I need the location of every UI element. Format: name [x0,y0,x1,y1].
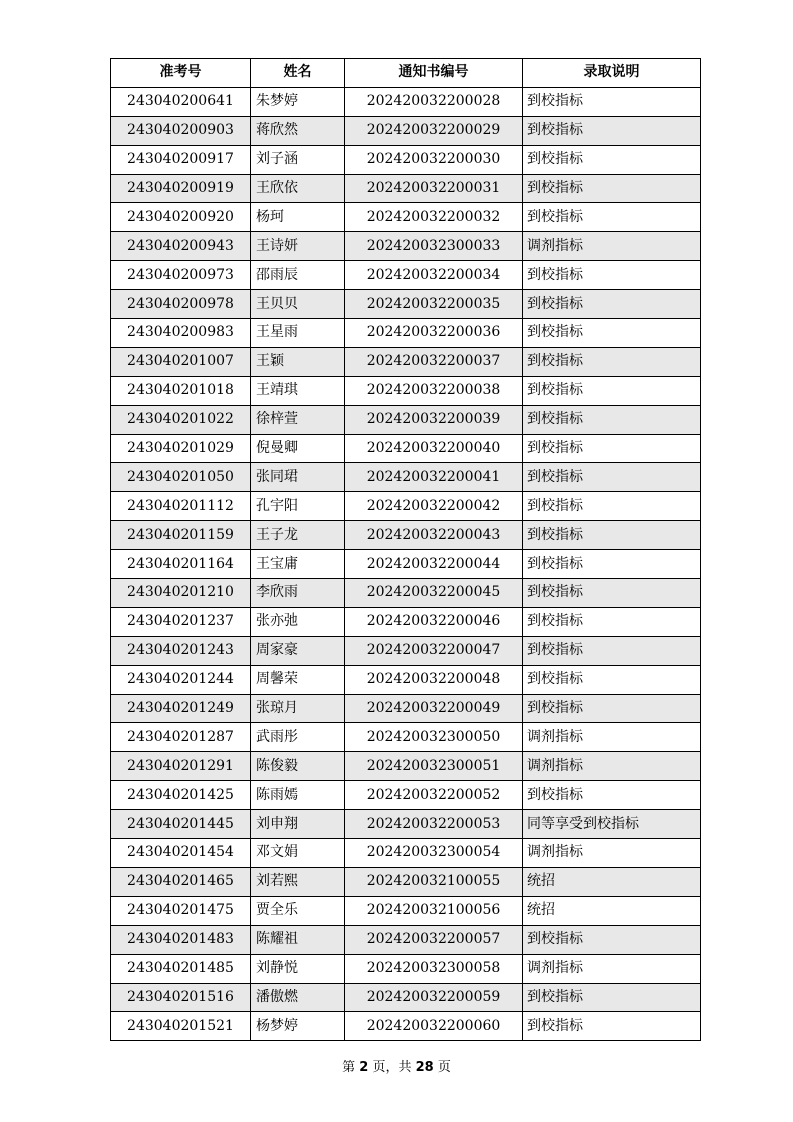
cell-notice-number: 202420032200028 [345,87,523,116]
cell-exam-number: 243040201018 [111,376,251,405]
cell-exam-number: 243040201454 [111,839,251,868]
cell-name: 刘若熙 [251,867,345,896]
table-row [111,896,701,925]
cell-exam-number: 243040200917 [111,145,251,174]
cell-exam-number: 243040201521 [111,1012,251,1041]
cell-admission-note: 到校指标 [523,145,701,174]
cell-admission-note: 到校指标 [523,87,701,116]
cell-name: 王欣依 [251,174,345,203]
cell-notice-number: 202420032200030 [345,145,523,174]
table-row [111,261,701,290]
cell-notice-number: 202420032200035 [345,290,523,319]
cell-exam-number: 243040201483 [111,925,251,954]
cell-notice-number: 202420032200052 [345,781,523,810]
cell-name: 张琼月 [251,694,345,723]
table-row [111,839,701,868]
cell-notice-number: 202420032200039 [345,405,523,434]
cell-admission-note: 统招 [523,867,701,896]
cell-admission-note: 到校指标 [523,665,701,694]
cell-notice-number: 202420032200032 [345,203,523,232]
cell-notice-number: 202420032200037 [345,347,523,376]
table-row [111,174,701,203]
cell-admission-note: 调剂指标 [523,752,701,781]
table-row [111,954,701,983]
cell-exam-number: 243040201237 [111,607,251,636]
table-row [111,607,701,636]
table-row [111,694,701,723]
table-row [111,463,701,492]
cell-admission-note: 调剂指标 [523,954,701,983]
table-row [111,579,701,608]
footer-suffix: 页 [437,1060,451,1075]
cell-exam-number: 243040201516 [111,983,251,1012]
cell-exam-number: 243040201425 [111,781,251,810]
cell-exam-number: 243040200919 [111,174,251,203]
cell-exam-number: 243040200983 [111,319,251,348]
table-row [111,867,701,896]
cell-exam-number: 243040200978 [111,290,251,319]
page-footer [0,1056,793,1075]
cell-notice-number: 202420032200041 [345,463,523,492]
cell-notice-number: 202420032200042 [345,492,523,521]
cell-name: 王子龙 [251,521,345,550]
cell-admission-note: 到校指标 [523,463,701,492]
table-row [111,810,701,839]
cell-admission-note: 到校指标 [523,261,701,290]
cell-name: 李欣雨 [251,579,345,608]
cell-admission-note: 到校指标 [523,925,701,954]
cell-exam-number: 243040201007 [111,347,251,376]
cell-name: 王贝贝 [251,290,345,319]
table-row [111,203,701,232]
table-row [111,550,701,579]
cell-name: 王颖 [251,347,345,376]
table-header-row [111,59,701,88]
cell-admission-note: 到校指标 [523,405,701,434]
table-row [111,636,701,665]
cell-exam-number: 243040201445 [111,810,251,839]
cell-admission-note: 到校指标 [523,347,701,376]
cell-notice-number: 202420032300050 [345,723,523,752]
table-row [111,752,701,781]
table-row [111,723,701,752]
cell-exam-number: 243040201159 [111,521,251,550]
table-row [111,319,701,348]
table-row [111,116,701,145]
cell-name: 邵雨辰 [251,261,345,290]
cell-name: 王靖琪 [251,376,345,405]
cell-notice-number: 202420032200036 [345,319,523,348]
cell-admission-note: 到校指标 [523,174,701,203]
cell-name: 蒋欣然 [251,116,345,145]
cell-notice-number: 202420032300051 [345,752,523,781]
cell-admission-note: 统招 [523,896,701,925]
cell-notice-number: 202420032100055 [345,867,523,896]
cell-admission-note: 到校指标 [523,781,701,810]
table-row [111,492,701,521]
cell-name: 王星雨 [251,319,345,348]
cell-exam-number: 243040201485 [111,954,251,983]
cell-admission-note: 同等享受到校指标 [523,810,701,839]
cell-notice-number: 202420032200044 [345,550,523,579]
cell-notice-number: 202420032300058 [345,954,523,983]
cell-notice-number: 202420032200057 [345,925,523,954]
cell-name: 周馨荣 [251,665,345,694]
cell-admission-note: 调剂指标 [523,723,701,752]
table-row [111,376,701,405]
cell-admission-note: 到校指标 [523,694,701,723]
cell-admission-note: 调剂指标 [523,839,701,868]
cell-exam-number: 243040201475 [111,896,251,925]
cell-admission-note: 到校指标 [523,492,701,521]
cell-notice-number: 202420032200038 [345,376,523,405]
cell-notice-number: 202420032200053 [345,810,523,839]
cell-notice-number: 202420032100056 [345,896,523,925]
cell-notice-number: 202420032200031 [345,174,523,203]
header-name: 姓名 [251,59,345,88]
cell-notice-number: 202420032200029 [345,116,523,145]
cell-exam-number: 243040201249 [111,694,251,723]
cell-notice-number: 202420032200043 [345,521,523,550]
cell-name: 陈俊毅 [251,752,345,781]
footer-mid: 页，共 [372,1060,412,1075]
table-row [111,87,701,116]
cell-exam-number: 243040201112 [111,492,251,521]
cell-exam-number: 243040201050 [111,463,251,492]
table-row [111,232,701,261]
cell-admission-note: 到校指标 [523,983,701,1012]
cell-admission-note: 到校指标 [523,550,701,579]
admission-table [110,58,701,1041]
cell-name: 周家豪 [251,636,345,665]
cell-notice-number: 202420032200046 [345,607,523,636]
cell-name: 孔宇阳 [251,492,345,521]
table-row [111,925,701,954]
table-row [111,290,701,319]
cell-name: 潘傲燃 [251,983,345,1012]
cell-exam-number: 243040201287 [111,723,251,752]
cell-admission-note: 到校指标 [523,636,701,665]
table-row [111,145,701,174]
cell-name: 倪曼卿 [251,434,345,463]
cell-name: 武雨彤 [251,723,345,752]
cell-name: 刘申翔 [251,810,345,839]
header-notice-number: 通知书编号 [345,59,523,88]
table-row [111,521,701,550]
header-exam-number: 准考号 [111,59,251,88]
header-admission-note: 录取说明 [523,59,701,88]
cell-exam-number: 243040200973 [111,261,251,290]
cell-notice-number: 202420032200060 [345,1012,523,1041]
cell-name: 王诗妍 [251,232,345,261]
cell-admission-note: 到校指标 [523,434,701,463]
cell-name: 张亦弛 [251,607,345,636]
cell-admission-note: 调剂指标 [523,232,701,261]
cell-notice-number: 202420032200048 [345,665,523,694]
table-row [111,665,701,694]
cell-exam-number: 243040201244 [111,665,251,694]
cell-name: 徐梓萱 [251,405,345,434]
cell-name: 刘子涵 [251,145,345,174]
footer-total-pages: 28 [415,1060,434,1075]
cell-exam-number: 243040200903 [111,116,251,145]
cell-name: 陈雨嫣 [251,781,345,810]
cell-notice-number: 202420032300033 [345,232,523,261]
cell-notice-number: 202420032200045 [345,579,523,608]
cell-admission-note: 到校指标 [523,1012,701,1041]
table-row [111,983,701,1012]
cell-admission-note: 到校指标 [523,376,701,405]
table-row [111,434,701,463]
cell-name: 贾全乐 [251,896,345,925]
cell-notice-number: 202420032300054 [345,839,523,868]
cell-notice-number: 202420032200034 [345,261,523,290]
cell-admission-note: 到校指标 [523,607,701,636]
cell-name: 杨梦婷 [251,1012,345,1041]
cell-exam-number: 243040200920 [111,203,251,232]
cell-admission-note: 到校指标 [523,203,701,232]
table-row [111,781,701,810]
table-body [111,87,701,1040]
cell-name: 朱梦婷 [251,87,345,116]
cell-name: 刘静悦 [251,954,345,983]
cell-name: 张同珺 [251,463,345,492]
cell-exam-number: 243040201022 [111,405,251,434]
cell-exam-number: 243040200641 [111,87,251,116]
cell-notice-number: 202420032200059 [345,983,523,1012]
cell-exam-number: 243040201164 [111,550,251,579]
table-row [111,347,701,376]
cell-exam-number: 243040201210 [111,579,251,608]
cell-admission-note: 到校指标 [523,116,701,145]
cell-name: 邓文娟 [251,839,345,868]
cell-exam-number: 243040201029 [111,434,251,463]
table-row [111,1012,701,1041]
footer-prefix: 第 [342,1060,356,1075]
cell-notice-number: 202420032200040 [345,434,523,463]
cell-exam-number: 243040200943 [111,232,251,261]
footer-page-number: 2 [359,1060,369,1075]
cell-name: 杨珂 [251,203,345,232]
cell-notice-number: 202420032200049 [345,694,523,723]
cell-admission-note: 到校指标 [523,319,701,348]
cell-notice-number: 202420032200047 [345,636,523,665]
cell-name: 王宝庸 [251,550,345,579]
cell-admission-note: 到校指标 [523,290,701,319]
cell-admission-note: 到校指标 [523,521,701,550]
cell-name: 陈耀祖 [251,925,345,954]
cell-exam-number: 243040201243 [111,636,251,665]
cell-exam-number: 243040201291 [111,752,251,781]
cell-exam-number: 243040201465 [111,867,251,896]
table-row [111,405,701,434]
cell-admission-note: 到校指标 [523,579,701,608]
